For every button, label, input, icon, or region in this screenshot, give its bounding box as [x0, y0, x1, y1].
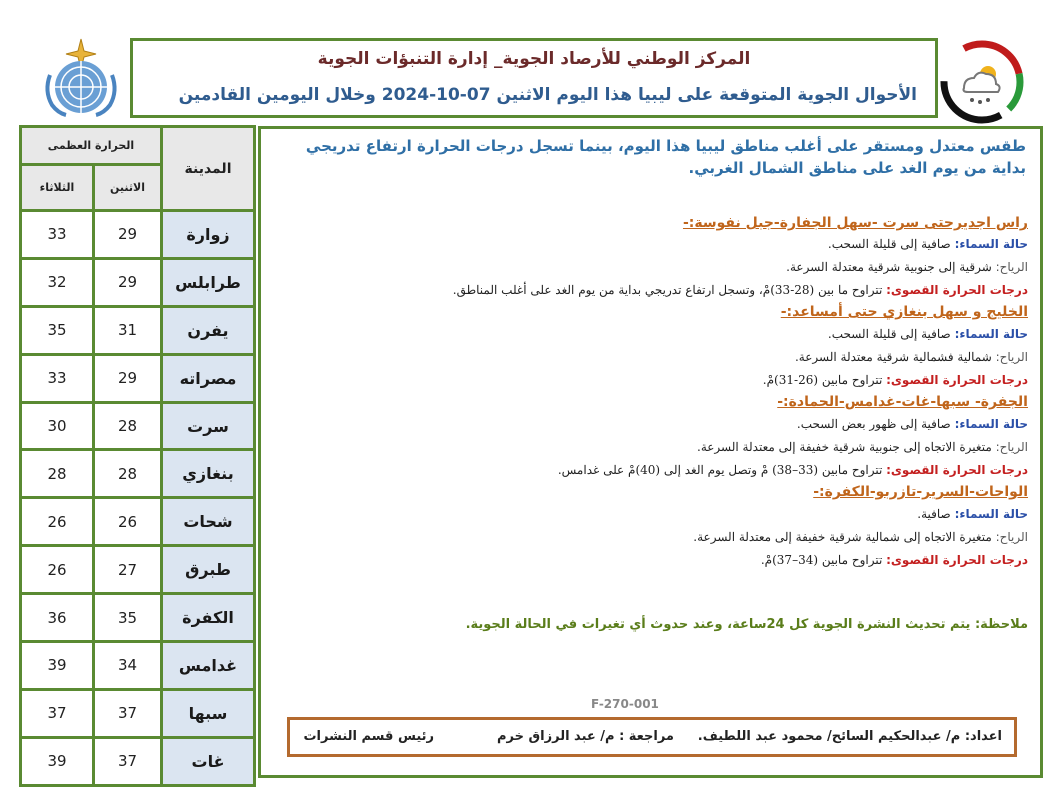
temp-line: [453, 283, 1028, 297]
table-row: [21, 402, 255, 450]
tuesday-header: الثلاثاء: [21, 165, 94, 211]
city-name: مصراته: [162, 354, 255, 402]
monday-temp: 29: [94, 354, 162, 402]
wind-line: [697, 440, 1028, 454]
city-name: غات: [162, 737, 255, 785]
table-row: [21, 737, 255, 785]
city-header: المدينة: [162, 127, 255, 211]
monday-temp: 28: [94, 450, 162, 498]
temp-label: درجات الحرارة القصوى:: [886, 373, 1028, 387]
region-title: الجفرة- سبها-غات-غدامس-الحمادة:-: [777, 394, 1028, 410]
max-temp-header: الحرارة العظمى: [21, 127, 162, 165]
sky-line: [828, 237, 1028, 251]
sky-label: حالة السماء:: [954, 237, 1028, 251]
sky-label: حالة السماء:: [954, 327, 1028, 341]
table-row: [21, 498, 255, 546]
city-name: طرابلس: [162, 258, 255, 306]
city-name: بنغازي: [162, 450, 255, 498]
tuesday-temp: 35: [21, 306, 94, 354]
monday-temp: 35: [94, 594, 162, 642]
table-row: [21, 450, 255, 498]
table-row: [21, 642, 255, 690]
sky-label: حالة السماء:: [954, 507, 1028, 521]
city-name: طبرق: [162, 546, 255, 594]
table-row: [21, 211, 255, 259]
wmo-logo: [38, 35, 124, 121]
city-name: سرت: [162, 402, 255, 450]
monday-temp: 27: [94, 546, 162, 594]
wind-line: [693, 530, 1028, 544]
monday-temp: 29: [94, 258, 162, 306]
tuesday-temp: 39: [21, 737, 94, 785]
tuesday-temp: 26: [21, 498, 94, 546]
sky-line: [917, 507, 1028, 521]
sky-value: صافية.: [917, 507, 951, 521]
tuesday-temp: 39: [21, 642, 94, 690]
tuesday-temp: 26: [21, 546, 94, 594]
wind-value: متغيرة الاتجاه إلى شمالية شرقية خفيفة إلى معتدلة السرعة.: [693, 530, 992, 544]
region-title: راس اجديرحتى سرت -سهل الجفارة-جبل نفوسة:-: [682, 215, 1028, 231]
monday-temp: 31: [94, 306, 162, 354]
city-name: زوارة: [162, 211, 255, 259]
wind-value: شرقية إلى جنوبية شرقية معتدلة السرعة.: [786, 260, 992, 274]
temp-value: تتراوح ما بين (28-33)مْ، وتسجل ارتفاع تدريجي بداية من يوم الغد على أغلب المناطق.: [452, 283, 883, 297]
monday-header: الاثنين: [94, 165, 162, 211]
sky-label: حالة السماء:: [954, 417, 1028, 431]
ncm-logo: [940, 40, 1024, 124]
header-subtitle: الأحوال الجوية المتوقعة على ليبيا هذا اليوم الاثنين 07-10-2024 وخلال اليومين القادمين: [178, 85, 917, 105]
wind-label: الرياح:: [995, 440, 1028, 454]
tuesday-temp: 30: [21, 402, 94, 450]
monday-temp: 29: [94, 211, 162, 259]
monday-temp: 28: [94, 402, 162, 450]
temp-value: تتراوح مابين (34–37)مْ.: [760, 553, 883, 567]
temp-value: تتراوح مابين (33–38) مْ وتصل يوم الغد إلى (40)مْ على غدامس.: [557, 463, 883, 477]
region-title: الواحات-السرير-تازربو-الكفرة:-: [813, 484, 1028, 500]
temp-value: تتراوح مابين (26-31)مْ.: [762, 373, 883, 387]
prepared-by: اعداد: م/ عبدالحكيم السائح/ محمود عبد اللطيف.: [697, 729, 1002, 744]
monday-temp: 34: [94, 642, 162, 690]
city-name: الكفرة: [162, 594, 255, 642]
tuesday-temp: 37: [21, 689, 94, 737]
reviewed-by: مراجعة : م/ عبد الرزاق خرم: [497, 729, 674, 744]
region-title: الخليج و سهل بنغازي حتى أمساعد:-: [780, 304, 1028, 320]
table-row: [21, 306, 255, 354]
temp-line: [558, 463, 1028, 477]
wind-value: شمالية فشمالية شرقية معتدلة السرعة.: [794, 350, 992, 364]
update-note: ملاحظة: يتم تحديث النشرة الجوية كل 24ساعة، وعند حدوث أي تغيرات في الحالة الجوية.: [465, 617, 1028, 632]
tuesday-temp: 28: [21, 450, 94, 498]
header-box: [130, 38, 938, 118]
sky-value: صافية إلى قليلة السحب.: [827, 327, 951, 341]
tuesday-temp: 33: [21, 354, 94, 402]
signature-box: [287, 717, 1017, 757]
wind-value: متغيرة الاتجاه إلى جنوبية شرقية خفيفة إلى معتدلة السرعة.: [697, 440, 992, 454]
monday-temp: 37: [94, 689, 162, 737]
temp-label: درجات الحرارة القصوى:: [886, 283, 1028, 297]
wind-line: [786, 260, 1028, 274]
table-row: [21, 594, 255, 642]
wind-label: الرياح:: [995, 260, 1028, 274]
form-code: F-270-001: [591, 697, 659, 711]
city-name: يفرن: [162, 306, 255, 354]
sky-value: صافية إلى ظهور بعض السحب.: [796, 417, 951, 431]
city-name: سبها: [162, 689, 255, 737]
temp-line: [763, 373, 1028, 387]
sky-line: [797, 417, 1028, 431]
wind-label: الرياح:: [995, 350, 1028, 364]
sky-line: [828, 327, 1028, 341]
head-of-bulletins: رئيس قسم النشرات: [303, 729, 434, 744]
tuesday-temp: 36: [21, 594, 94, 642]
sky-value: صافية إلى قليلة السحب.: [827, 237, 951, 251]
table-row: [21, 546, 255, 594]
temp-label: درجات الحرارة القصوى:: [886, 553, 1028, 567]
city-name: شحات: [162, 498, 255, 546]
max-temp-table: [19, 125, 256, 787]
city-name: غدامس: [162, 642, 255, 690]
wind-label: الرياح:: [995, 530, 1028, 544]
temp-label: درجات الحرارة القصوى:: [886, 463, 1028, 477]
monday-temp: 26: [94, 498, 162, 546]
table-row: [21, 354, 255, 402]
tuesday-temp: 32: [21, 258, 94, 306]
header-title: المركز الوطني للأرصاد الجوية_ إدارة التنبؤات الجوية: [317, 49, 751, 69]
monday-temp: 37: [94, 737, 162, 785]
table-row: [21, 689, 255, 737]
table-row: [21, 258, 255, 306]
wind-line: [795, 350, 1028, 364]
tuesday-temp: 33: [21, 211, 94, 259]
summary-text: طقس معتدل ومستقر على أغلب مناطق ليبيا هذا اليوم، بينما تسجل درجات الحرارة ارتفاع تدريجي بداية من يوم الغد على مناطق الشمال الغربي.: [305, 137, 1026, 177]
forecast-box: [258, 126, 1043, 778]
temp-line: [761, 553, 1028, 567]
